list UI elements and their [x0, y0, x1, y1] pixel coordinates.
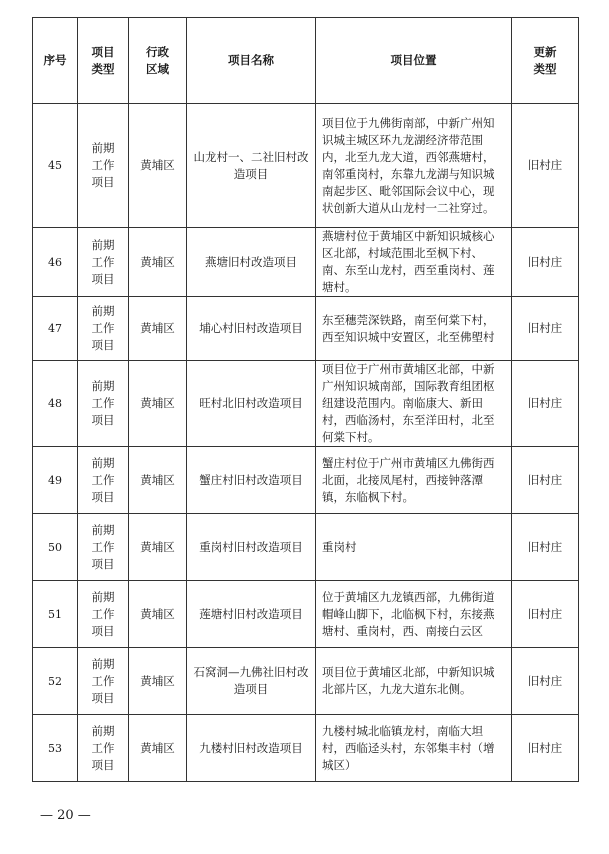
- cell-update-type: 旧村庄: [512, 514, 579, 581]
- table-body: [33, 104, 579, 782]
- header-type: [78, 18, 129, 104]
- page-number: — 20 —: [40, 808, 91, 823]
- cell-type: 前期 工作 项目: [78, 648, 129, 715]
- table-row: [33, 228, 579, 297]
- cell-location: 蟹庄村位于广州市黄埔区九佛街西北面，北接凤尾村，西接钟落潭镇，东临枫下村。: [316, 447, 512, 514]
- table-row: [33, 447, 579, 514]
- table-row: [33, 361, 579, 447]
- cell-type: 前期 工作 项目: [78, 361, 129, 447]
- table-row: [33, 297, 579, 361]
- cell-location: 燕塘村位于黄埔区中新知识城核心区北部，村域范围北至枫下村、南、东至山龙村，西至重岗村、莲塘村。: [316, 228, 512, 297]
- cell-type: 前期 工作 项目: [78, 228, 129, 297]
- header-district-text: 行政 区域: [146, 44, 169, 76]
- cell-name: 埔心村旧村改造项目: [187, 297, 316, 361]
- cell-no: 53: [33, 715, 78, 782]
- cell-location: 东至穗莞深铁路，南至何棠下村，西至知识城中安置区，北至佛塱村: [316, 297, 512, 361]
- cell-name: 九楼村旧村改造项目: [187, 715, 316, 782]
- cell-update-type: 旧村庄: [512, 361, 579, 447]
- cell-name: 旺村北旧村改造项目: [187, 361, 316, 447]
- cell-no: 50: [33, 514, 78, 581]
- cell-district: 黄埔区: [129, 104, 187, 228]
- cell-district: 黄埔区: [129, 514, 187, 581]
- table-row: [33, 104, 579, 228]
- cell-location: 位于黄埔区九龙镇西部，九佛街道帽峰山脚下，北临枫下村，东接燕塘村、重岗村，西、南接白云区: [316, 581, 512, 648]
- header-name: 项目名称: [187, 18, 316, 104]
- cell-type: 前期 工作 项目: [78, 715, 129, 782]
- cell-district: 黄埔区: [129, 648, 187, 715]
- cell-type: 前期 工作 项目: [78, 514, 129, 581]
- cell-update-type: 旧村庄: [512, 715, 579, 782]
- cell-no: 45: [33, 104, 78, 228]
- table-row: [33, 648, 579, 715]
- project-table: [32, 17, 579, 782]
- table-row: [33, 514, 579, 581]
- header-update-type: [512, 18, 579, 104]
- cell-district: 黄埔区: [129, 361, 187, 447]
- cell-no: 49: [33, 447, 78, 514]
- cell-no: 48: [33, 361, 78, 447]
- cell-district: 黄埔区: [129, 581, 187, 648]
- header-location: 项目位置: [316, 18, 512, 104]
- cell-name: 莲塘村旧村改造项目: [187, 581, 316, 648]
- cell-location: 项目位于广州市黄埔区北部，中新广州知识城南部，国际教育组团枢纽建设范围内。南临康大、新田村，西临汤村，东至洋田村，北至何棠下村。: [316, 361, 512, 447]
- cell-location: 项目位于黄埔区北部，中新知识城北部片区，九龙大道东北侧。: [316, 648, 512, 715]
- header-no: 序号: [33, 18, 78, 104]
- cell-name: 蟹庄村旧村改造项目: [187, 447, 316, 514]
- cell-location: 九楼村城北临镇龙村，南临大坦村，西临迳头村，东邻集丰村（增城区）: [316, 715, 512, 782]
- cell-name: 石窝洞—九佛社旧村改造项目: [187, 648, 316, 715]
- cell-type: 前期 工作 项目: [78, 104, 129, 228]
- cell-type: 前期 工作 项目: [78, 297, 129, 361]
- cell-no: 51: [33, 581, 78, 648]
- cell-district: 黄埔区: [129, 447, 187, 514]
- header-update-type-text: 更新 类型: [533, 44, 557, 76]
- cell-update-type: 旧村庄: [512, 104, 579, 228]
- header-district: [129, 18, 187, 104]
- cell-no: 47: [33, 297, 78, 361]
- cell-type: 前期 工作 项目: [78, 581, 129, 648]
- cell-no: 52: [33, 648, 78, 715]
- cell-update-type: 旧村庄: [512, 648, 579, 715]
- table-row: [33, 715, 579, 782]
- cell-name: 山龙村一、二社旧村改造项目: [187, 104, 316, 228]
- cell-district: 黄埔区: [129, 715, 187, 782]
- cell-type: 前期 工作 项目: [78, 447, 129, 514]
- table-row: [33, 581, 579, 648]
- cell-update-type: 旧村庄: [512, 228, 579, 297]
- cell-name: 燕塘旧村改造项目: [187, 228, 316, 297]
- header-type-text: 项目 类型: [91, 44, 115, 76]
- cell-location: 重岗村: [316, 514, 512, 581]
- table-header-row: [33, 18, 579, 104]
- cell-update-type: 旧村庄: [512, 447, 579, 514]
- cell-no: 46: [33, 228, 78, 297]
- cell-update-type: 旧村庄: [512, 297, 579, 361]
- cell-district: 黄埔区: [129, 228, 187, 297]
- cell-location: 项目位于九佛街南部，中新广州知识城主城区环九龙湖经济带范围内，北至九龙大道，西邻燕塘村，南邻重岗村，东靠九龙湖与知识城南起步区、毗邻国际会议中心，现状创新大道从山龙村一二社穿过。: [316, 104, 512, 228]
- cell-update-type: 旧村庄: [512, 581, 579, 648]
- cell-name: 重岗村旧村改造项目: [187, 514, 316, 581]
- cell-district: 黄埔区: [129, 297, 187, 361]
